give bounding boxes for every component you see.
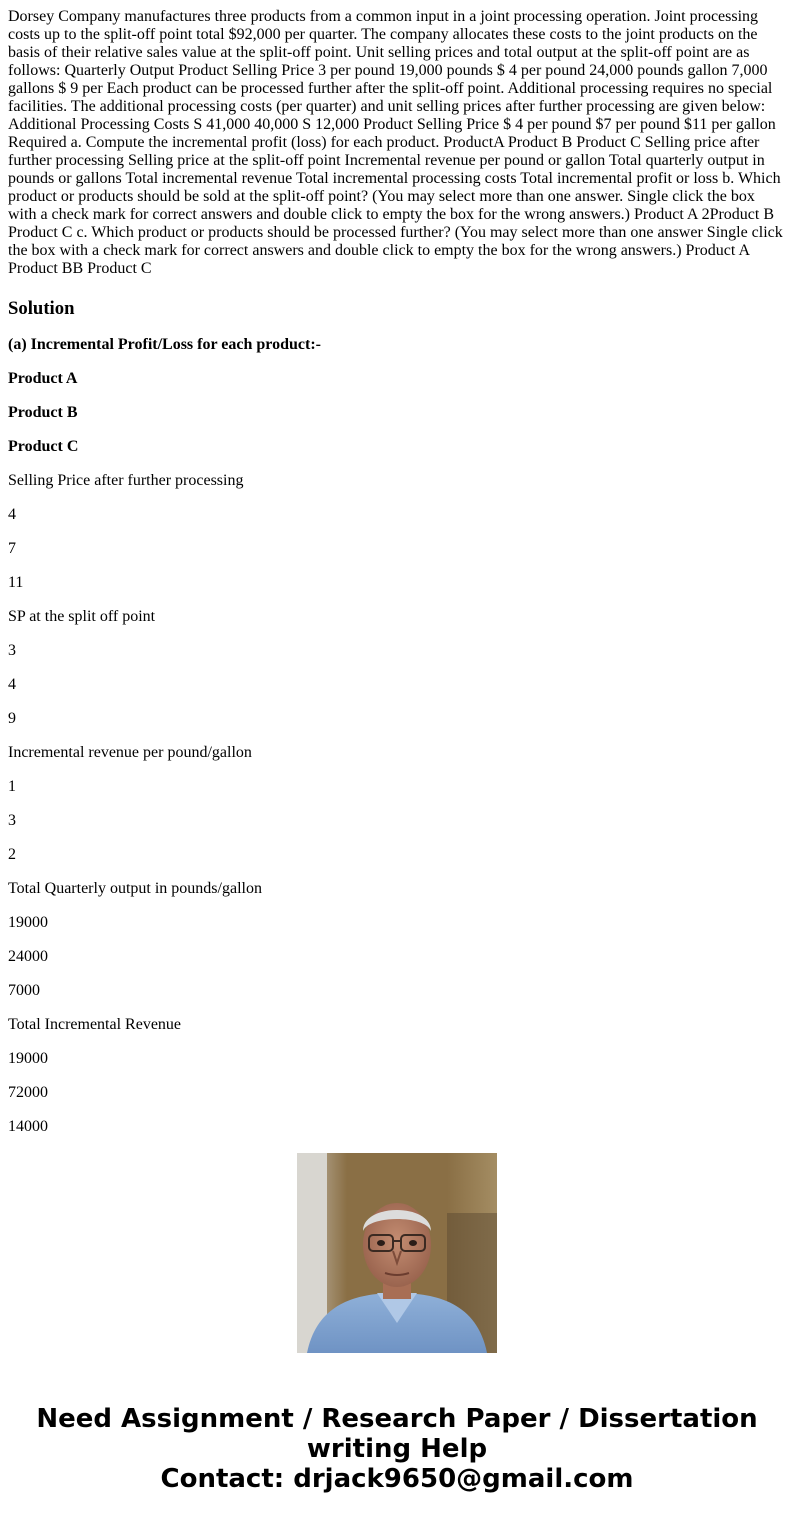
- row-value: 14000: [8, 1118, 48, 1135]
- row-value: 3: [8, 812, 16, 829]
- product-header-b: Product B: [8, 404, 78, 421]
- row-value: 9: [8, 710, 16, 727]
- document-content: [8, 0, 786, 1135]
- question-text: Dorsey Company manufactures three products from a common input in a joint processing operation. Joint processing costs up to the split-off point total $92,000 per quarter. The company allocates these costs to the joint products on the basis of their relative sales value at the split-off point. Unit selling prices and total output at the split-off point are as follows: Quarterly Output Product Selling Price 3 per pound 19,000 pounds $ 4 per pound 24,000 pounds gallon 7,000 gallons $ 9 per Each product can be processed further after the split-off point. Additional processing requires no special facilities. The additional processing costs (per quarter) and unit selling prices after further processing are given below: Additional Processing Costs S 41,000 40,000 S 12,000 Product Selling Price $ 4 per pound $7 per pound $11 per gallon Required a. Compute the incremental profit (loss) for each product. ProductA Product B Product C Selling price after further processing Selling price at the split-off point Incremental revenue per pound or gallon Total quarterly output in pounds or gallons Total incremental revenue Total incremental processing costs Total incremental profit or loss b. Which product or products should be sold at the split-off point? (You may select more than one answer. Single click the box with a check mark for correct answers and double click to empty the box for the wrong answers.) Product A 2Product B Product C c. Which product or products should be processed further? (You may select more than one answer Single click the box with a check mark for correct answers and double click to empty the box for the wrong answers.) Product A Product BB Product C: [8, 8, 783, 277]
- row-value: 19000: [8, 1050, 48, 1067]
- cta-contact-email: Contact: drjack9650@gmail.com: [160, 1464, 634, 1494]
- author-avatar: [297, 1153, 497, 1353]
- cta-line-1: Need Assignment / Research Paper / Dissertation: [36, 1404, 758, 1434]
- row-value: 2: [8, 846, 16, 863]
- solution-subheading: (a) Incremental Profit/Loss for each product:-: [8, 336, 321, 353]
- product-header-c: Product C: [8, 438, 79, 455]
- row-value: 19000: [8, 914, 48, 931]
- row-value: 7000: [8, 982, 40, 999]
- row-value: 24000: [8, 948, 48, 965]
- solution-heading: Solution: [8, 298, 75, 319]
- row-label-incremental-revenue-unit: Incremental revenue per pound/gallon: [8, 744, 252, 761]
- row-value: 1: [8, 778, 16, 795]
- row-value: 72000: [8, 1084, 48, 1101]
- row-value: 7: [8, 540, 16, 557]
- cta-line-2: writing Help: [306, 1434, 488, 1464]
- avatar-portrait: [297, 1153, 497, 1353]
- product-header-a: Product A: [8, 370, 78, 387]
- row-label-total-incremental-revenue: Total Incremental Revenue: [8, 1016, 182, 1033]
- row-value: 4: [8, 676, 16, 693]
- row-value: 11: [8, 574, 24, 591]
- row-value: 4: [8, 506, 16, 523]
- row-label-sp-split-off: SP at the split off point: [8, 608, 156, 625]
- row-value: 3: [8, 642, 16, 659]
- row-label-quarterly-output: Total Quarterly output in pounds/gallon: [8, 880, 262, 897]
- row-label-selling-price-after: Selling Price after further processing: [8, 472, 244, 489]
- contact-banner: [0, 1404, 794, 1494]
